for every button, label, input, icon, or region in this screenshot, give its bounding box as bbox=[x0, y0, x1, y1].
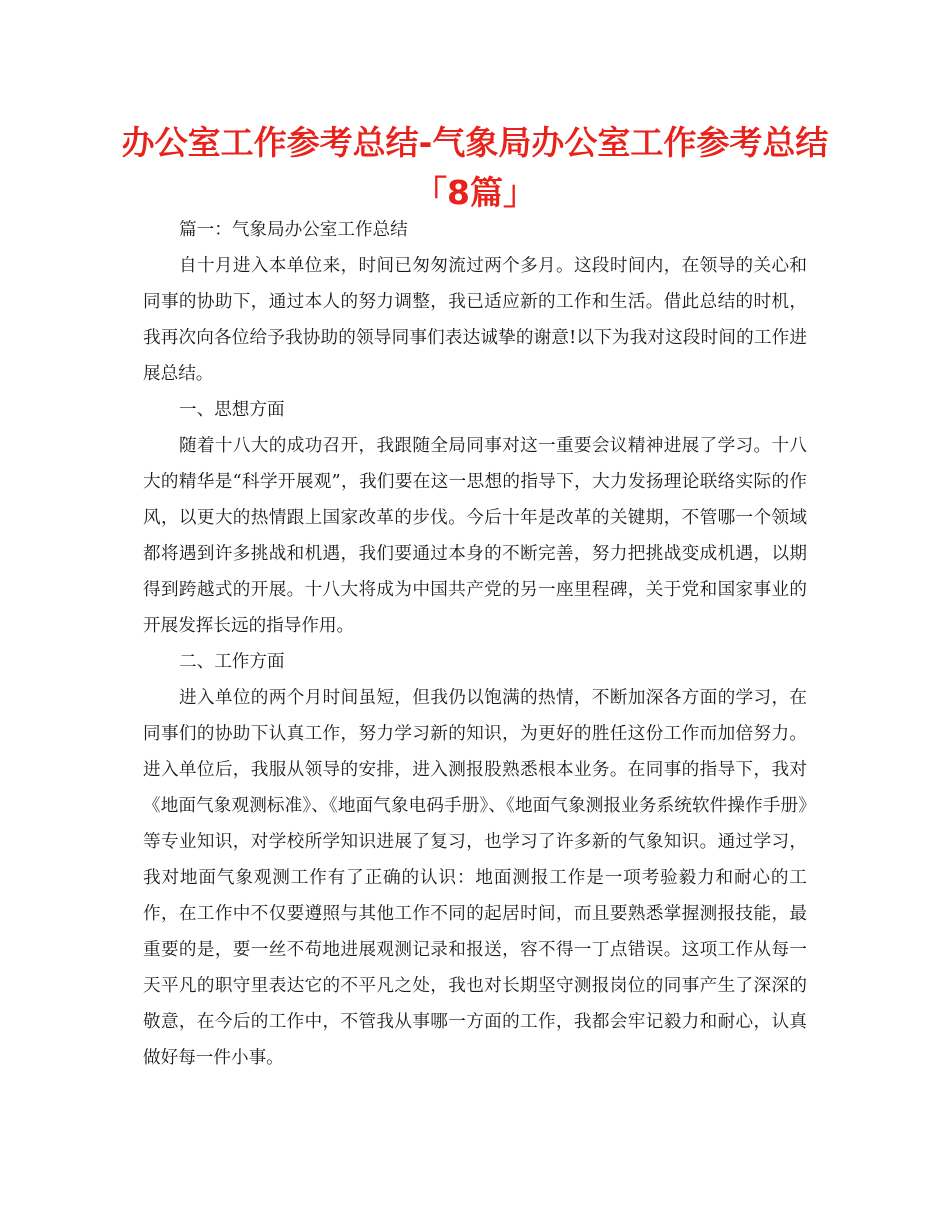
document-body bbox=[143, 212, 807, 1076]
paragraph-intro: 自十月进入本单位来，时间已匆匆流过两个多月。这段时间内，在领导的关心和同事的协助下，通过本人的努力调整，我已适应新的工作和生活。借此总结的时机，我再次向各位给予我协助的领导同事们表达诚挚的谢意!以下为我对这段时间的工作进展总结。 bbox=[143, 256, 807, 384]
section-heading-thought: 一、思想方面 bbox=[179, 400, 285, 420]
paragraph-work: 进入单位的两个月时间虽短，但我仍以饱满的热情，不断加深各方面的学习，在同事们的协助下认真工作，努力学习新的知识，为更好的胜任这份工作而加倍努力。进入单位后，我服从领导的安排，进入测报股熟悉根本业务。在同事的指导下，我对《地面气象观测标准》、《地面气象电码手册》、《地面气象测报业务系统软件操作手册》等专业知识，对学校所学知识进展了复习，也学习了许多新的气象知识。通过学习，我对地面气象观测工作有了正确的认识：地面测报工作是一项考验毅力和耐心的工作，在工作中不仅要遵照与其他工作不同的起居时间，而且要熟悉掌握测报技能，最重要的是，要一丝不苟地进展观测记录和报送，容不得一丁点错误。这项工作从每一天平凡的职守里表达它的不平凡之处，我也对长期坚守测报岗位的同事产生了深深的敬意，在今后的工作中，不管我从事哪一方面的工作，我都会牢记毅力和耐心，认真做好每一件小事。 bbox=[143, 688, 807, 1068]
title-line-2: 「8篇」 bbox=[414, 173, 536, 212]
paragraph-thought: 随着十八大的成功召开，我跟随全局同事对这一重要会议精神进展了学习。十八大的精华是“科学开展观”，我们要在这一思想的指导下，大力发扬理论联络实际的作风，以更大的热情跟上国家改革的步伐。今后十年是改革的关键期，不管哪一个领域都将遇到许多挑战和机遇，我们要通过本身的不断完善，努力把挑战变成机遇，以期得到跨越式的开展。十八大将成为中国共产党的另一座里程碑，关于党和国家事业的开展发挥长远的指导作用。 bbox=[143, 436, 807, 636]
section-heading-chapter-one: 篇一：气象局办公室工作总结 bbox=[179, 220, 408, 240]
document-title bbox=[120, 118, 830, 218]
title-line-1: 办公室工作参考总结-气象局办公室工作参考总结 bbox=[121, 123, 829, 162]
section-heading-work: 二、工作方面 bbox=[179, 652, 285, 672]
